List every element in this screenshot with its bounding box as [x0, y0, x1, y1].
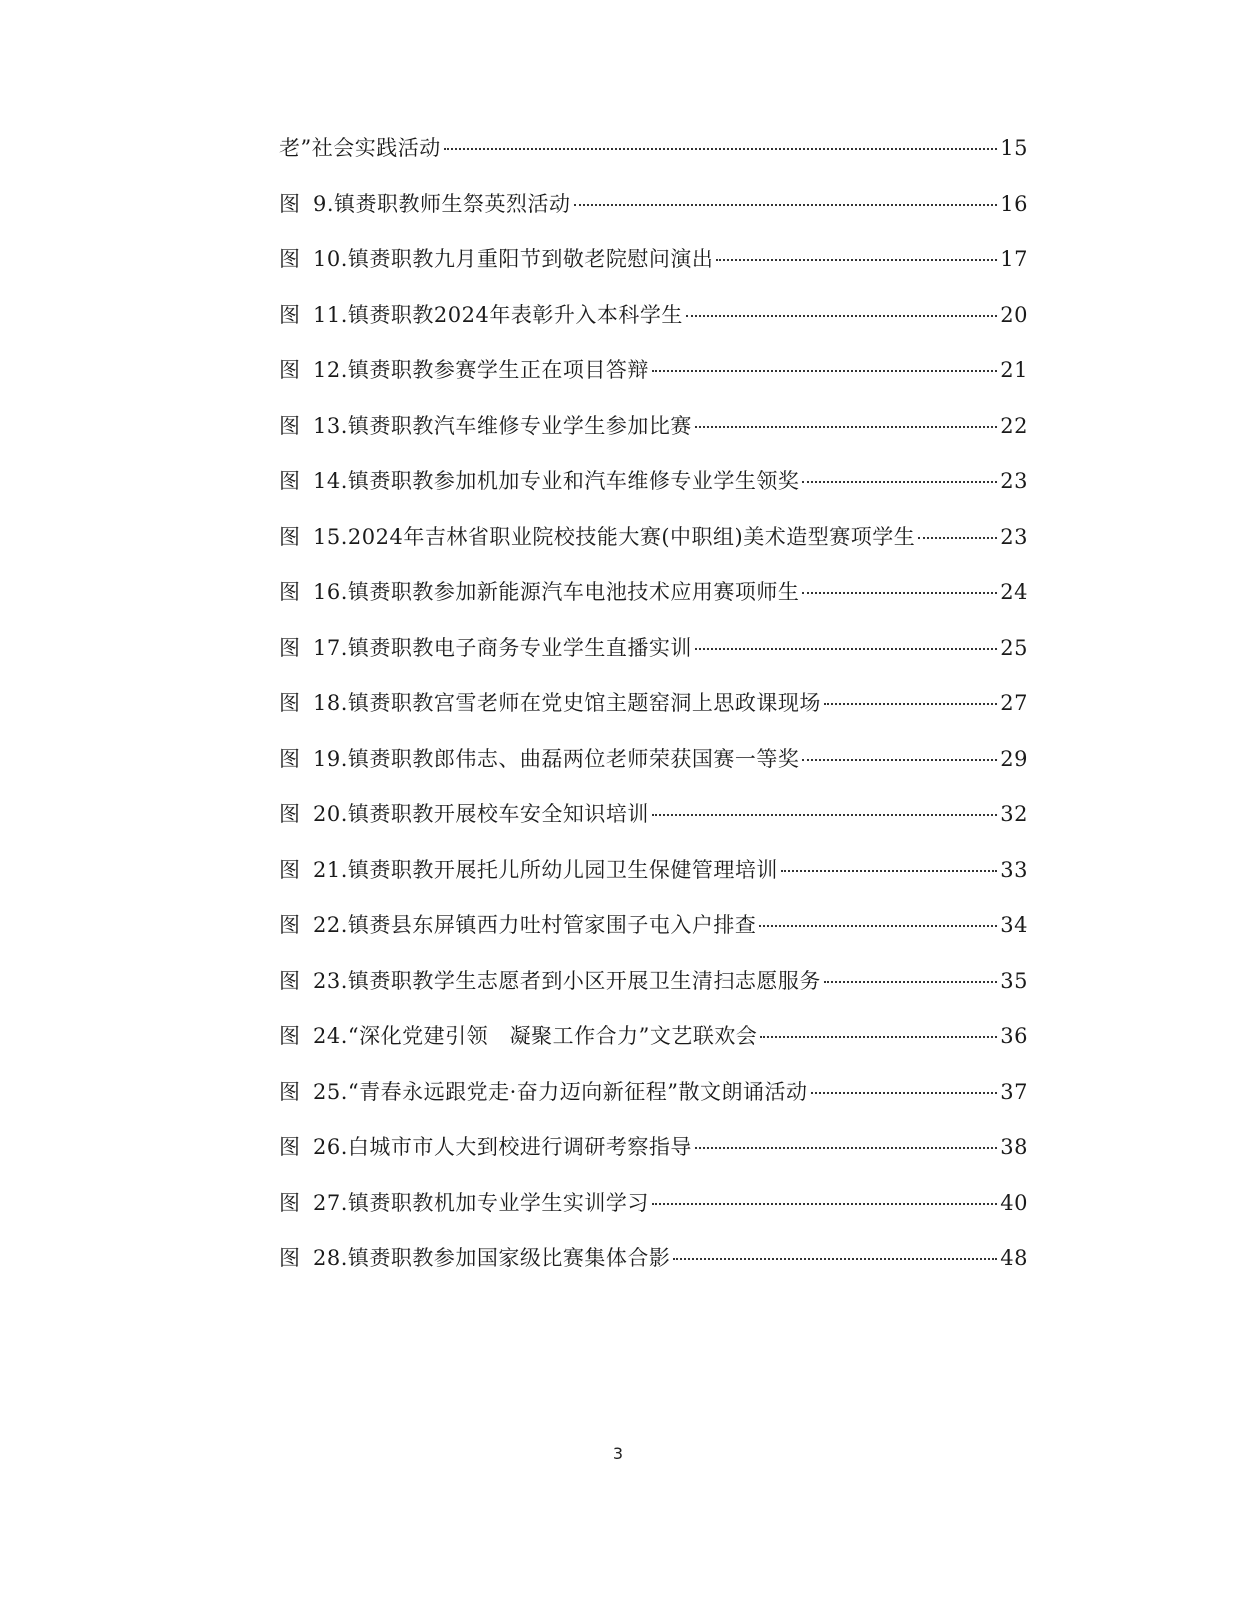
toc-entry-page: 37	[1000, 1079, 1028, 1104]
toc-entry-continuation[interactable]	[279, 126, 1028, 182]
toc-entry-prefix: 图	[279, 691, 301, 715]
toc-entry-prefix: 图	[279, 302, 301, 327]
toc-entry-page: 17	[1000, 247, 1028, 271]
toc-entry-prefix: 图	[279, 469, 301, 493]
toc-entry-page: 48	[1000, 1246, 1028, 1270]
toc-entry[interactable]	[279, 404, 1028, 460]
toc-entry-page: 16	[1000, 191, 1028, 216]
toc-entry[interactable]	[279, 792, 1028, 848]
toc-entry-title: 21.镇赉职教开展托儿所幼儿园卫生保健管理培训	[313, 857, 778, 882]
toc-leader-dots	[759, 925, 997, 927]
toc-leader-dots	[824, 703, 997, 705]
toc-leader-dots	[918, 537, 997, 539]
toc-entry[interactable]	[279, 848, 1028, 904]
toc-entry-prefix: 图	[279, 358, 301, 382]
page-number: 3	[612, 1444, 624, 1463]
toc-entry-prefix: 图	[279, 913, 301, 937]
toc-entry-page: 38	[1000, 1135, 1028, 1159]
toc-entry[interactable]	[279, 348, 1028, 404]
toc-entry-page: 34	[1000, 913, 1028, 937]
toc-entry-prefix: 图	[279, 746, 301, 771]
toc-leader-dots	[802, 592, 997, 594]
toc-entry[interactable]	[279, 1070, 1028, 1126]
toc-entry-title: 19.镇赉职教郎伟志、曲磊两位老师荣获国赛一等奖	[313, 746, 800, 771]
toc-entry-page: 29	[1000, 746, 1028, 771]
toc-entry[interactable]	[279, 515, 1028, 571]
toc-leader-dots	[802, 759, 997, 761]
toc-entry-title: 13.镇赉职教汽车维修专业学生参加比赛	[313, 413, 692, 438]
toc-entry-title: 27.镇赉职教机加专业学生实训学习	[313, 1190, 649, 1215]
toc-leader-dots	[760, 1036, 997, 1038]
toc-entry-title: 14.镇赉职教参加机加专业和汽车维修专业学生领奖	[313, 469, 800, 493]
toc-entry[interactable]	[279, 626, 1028, 682]
toc-entry-page: 25	[1000, 635, 1028, 660]
toc-leader-dots	[686, 315, 997, 317]
toc-entry-page: 36	[1000, 1024, 1028, 1048]
toc-entry-title: 24.“深化党建引领 凝聚工作合力”文艺联欢会	[313, 1024, 758, 1048]
toc-entry-page: 33	[1000, 857, 1028, 882]
toc-entry[interactable]	[279, 1014, 1028, 1070]
toc-leader-dots	[695, 648, 997, 650]
toc-entry-prefix: 图	[279, 857, 301, 882]
toc-entry-page: 20	[1000, 302, 1028, 327]
toc-entry-page: 32	[1000, 802, 1028, 826]
toc-entry-page: 22	[1000, 413, 1028, 438]
toc-entry[interactable]	[279, 959, 1028, 1015]
toc-entry-title: 25.“青春永远跟党走·奋力迈向新征程”散文朗诵活动	[313, 1079, 808, 1104]
toc-entry-title: 老”社会实践活动	[279, 136, 441, 160]
toc-entry-prefix: 图	[279, 1079, 301, 1104]
toc-entry-title: 22.镇赉县东屏镇西力吐村管家围子屯入户排查	[313, 913, 757, 937]
toc-entry-title: 10.镇赉职教九月重阳节到敬老院慰问演出	[313, 247, 714, 271]
toc-leader-dots	[824, 981, 997, 983]
toc-entry-page: 35	[1000, 968, 1028, 993]
toc-entry-title: 18.镇赉职教宫雪老师在党史馆主题窑洞上思政课现场	[313, 691, 821, 715]
toc-leader-dots	[652, 370, 997, 372]
toc-leader-dots	[695, 1147, 997, 1149]
toc-entry-page: 21	[1000, 358, 1028, 382]
toc-entry-prefix: 图	[279, 1190, 301, 1215]
toc-entry-prefix: 图	[279, 524, 301, 549]
toc-entry[interactable]	[279, 182, 1028, 238]
toc-entry-title: 15.2024年吉林省职业院校技能大赛(中职组)美术造型赛项学生	[313, 524, 916, 549]
toc-entry[interactable]	[279, 570, 1028, 626]
toc-entry-prefix: 图	[279, 968, 301, 993]
toc-entry-page: 15	[1000, 136, 1028, 160]
toc-entry-prefix: 图	[279, 635, 301, 660]
toc-entry-title: 17.镇赉职教电子商务专业学生直播实训	[313, 635, 692, 660]
toc-leader-dots	[652, 814, 997, 816]
toc-leader-dots	[716, 259, 997, 261]
toc-leader-dots	[673, 1258, 997, 1260]
toc-entry[interactable]	[279, 681, 1028, 737]
toc-leader-dots	[652, 1203, 997, 1205]
toc-entry[interactable]	[279, 903, 1028, 959]
toc-entry-title: 23.镇赉职教学生志愿者到小区开展卫生清扫志愿服务	[313, 968, 821, 993]
toc-entry-prefix: 图	[279, 1246, 301, 1270]
toc-entry-title: 20.镇赉职教开展校车安全知识培训	[313, 802, 649, 826]
toc-entry[interactable]	[279, 293, 1028, 349]
toc-leader-dots	[811, 1092, 998, 1094]
toc-entry-prefix: 图	[279, 1024, 301, 1048]
figure-list-toc	[279, 126, 1028, 1292]
toc-leader-dots	[574, 204, 998, 206]
toc-entry[interactable]	[279, 1236, 1028, 1292]
toc-entry-prefix: 图	[279, 580, 301, 604]
toc-entry-prefix: 图	[279, 1135, 301, 1159]
toc-entry-page: 23	[1000, 469, 1028, 493]
toc-entry-page: 40	[1000, 1190, 1028, 1215]
toc-entry-title: 9.镇赉职教师生祭英烈活动	[313, 191, 571, 216]
toc-entry-prefix: 图	[279, 247, 301, 271]
toc-entry[interactable]	[279, 237, 1028, 293]
toc-entry-title: 16.镇赉职教参加新能源汽车电池技术应用赛项师生	[313, 580, 800, 604]
toc-entry[interactable]	[279, 1125, 1028, 1181]
toc-entry[interactable]	[279, 1181, 1028, 1237]
toc-entry-prefix: 图	[279, 191, 301, 216]
toc-entry-title: 12.镇赉职教参赛学生正在项目答辩	[313, 358, 649, 382]
toc-entry-prefix: 图	[279, 413, 301, 438]
toc-entry[interactable]	[279, 459, 1028, 515]
toc-entry-prefix: 图	[279, 802, 301, 826]
toc-leader-dots	[695, 426, 997, 428]
toc-entry-page: 27	[1000, 691, 1028, 715]
toc-entry-page: 23	[1000, 524, 1028, 549]
toc-leader-dots	[781, 870, 997, 872]
toc-entry-title: 26.白城市市人大到校进行调研考察指导	[313, 1135, 692, 1159]
toc-leader-dots	[802, 481, 997, 483]
toc-entry[interactable]	[279, 737, 1028, 793]
toc-entry-title: 11.镇赉职教2024年表彰升入本科学生	[313, 302, 683, 327]
toc-entry-title: 28.镇赉职教参加国家级比赛集体合影	[313, 1246, 671, 1270]
toc-leader-dots	[444, 148, 998, 150]
toc-entry-page: 24	[1000, 580, 1028, 604]
